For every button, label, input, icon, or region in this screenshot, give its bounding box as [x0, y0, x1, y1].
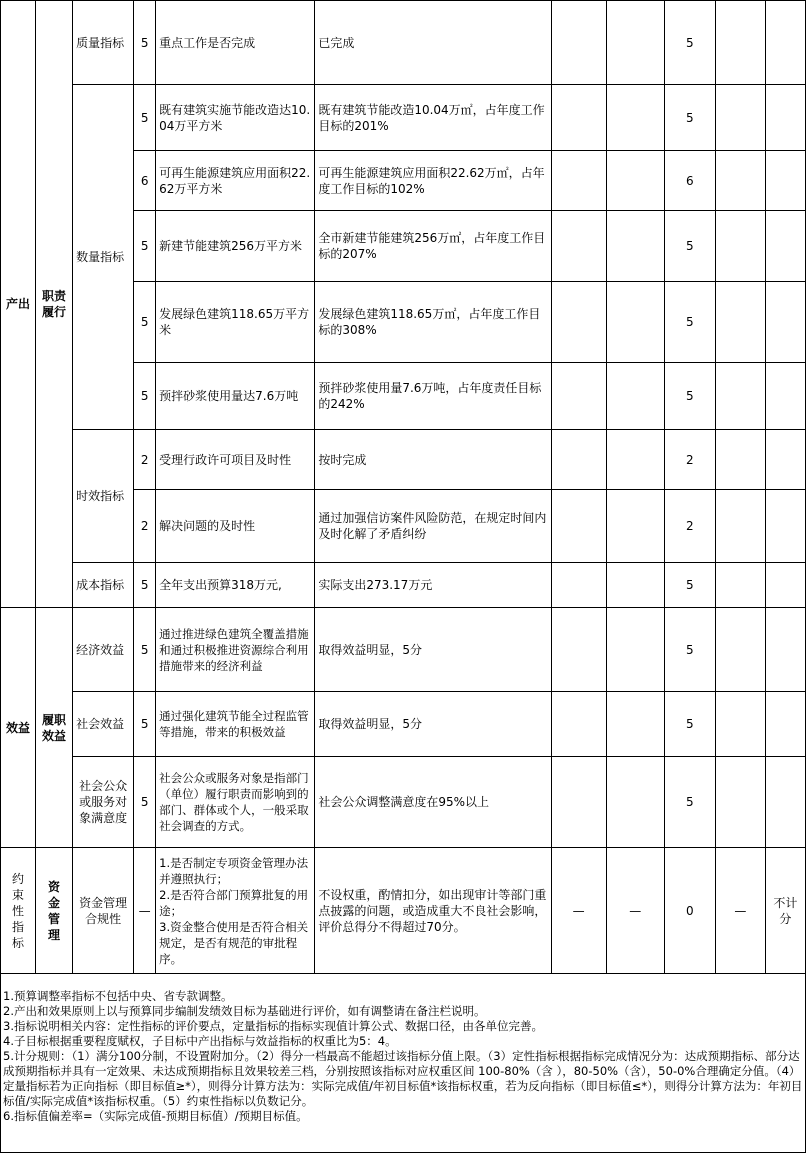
group-quantity: 数量指标: [73, 85, 134, 430]
actual-cell: 实际支出273.17万元: [315, 563, 551, 608]
weight-cell: 5: [134, 1, 156, 85]
weight-cell: 5: [134, 85, 156, 151]
weight-cell: 5: [134, 757, 156, 848]
target-cell: [156, 848, 315, 974]
blank-cell: [551, 1, 606, 85]
blank-cell: [551, 430, 606, 490]
note-item: 1.预算调整率指标不包括中央、省专款调整。: [3, 989, 233, 1003]
actual-cell: 预拌砂浆使用量7.6万吨，占年度责任目标的242%: [315, 363, 551, 430]
target-line: 3.资金整合使用是否符合相关规定，是否有规范的审批程序。: [159, 919, 309, 966]
blank-cell: [606, 563, 664, 608]
actual-cell: 已完成: [315, 1, 551, 85]
blank-cell: [551, 282, 606, 363]
remark-cell: 不计分: [765, 848, 805, 974]
blank-cell: [715, 211, 765, 282]
subcategory-fund: 资金管理: [36, 848, 73, 974]
target-cell: 解决问题的及时性: [156, 490, 315, 563]
note-item: 5.计分规则：（1）满分100分制，不设置附加分。（2）得分一档最高不能超过该指标分值上限。（3）定性指标根据指标完成情况分为：达成预期指标、部分达成预期指标并具有一定效果、未达成预期指标且效果较差三档，分别按照该指标对应权重区间 100-80%（含 ），80-50%（含），50-0%合理确定分值。（4）定量指标若为正向指标（即目标值≥*），则得分计算方法为：实际完成值/年初目标值*该指标权重，若为反向指标（即目标值≤*），则得分计算方法为：年初目标值/实际完成值*该指标权重。（5）约束性指标以负数记分。: [3, 1049, 803, 1108]
blank-cell: [551, 692, 606, 757]
score-cell: 2: [664, 490, 715, 563]
weight-cell: 2: [134, 490, 156, 563]
blank-cell: [765, 757, 805, 848]
table-row: [1, 848, 806, 974]
subcategory-duty: 职责履行: [36, 1, 73, 608]
blank-cell: [606, 85, 664, 151]
weight-cell: —: [134, 848, 156, 974]
blank-cell: [765, 430, 805, 490]
indicator-cell: 经济效益: [73, 608, 134, 692]
category-output: 产出: [1, 1, 36, 608]
blank-cell: [715, 692, 765, 757]
score-cell: 5: [664, 211, 715, 282]
target-cell: 重点工作是否完成: [156, 1, 315, 85]
subcategory-effect: 履职效益: [36, 608, 73, 848]
dash-cell: —: [715, 848, 765, 974]
blank-cell: [715, 282, 765, 363]
blank-cell: [715, 363, 765, 430]
target-cell: 受理行政许可项目及时性: [156, 430, 315, 490]
target-cell: 可再生能源建筑应用面积22.62万平方米: [156, 151, 315, 211]
weight-cell: 5: [134, 282, 156, 363]
score-cell: 5: [664, 692, 715, 757]
weight-cell: 6: [134, 151, 156, 211]
target-cell: 发展绿色建筑118.65万平方米: [156, 282, 315, 363]
indicator-cell: 资金管理合规性: [73, 848, 134, 974]
indicator-cell: 社会公众或服务对象满意度: [73, 757, 134, 848]
note-item: 6.指标值偏差率=（实际完成值-预期目标值）/预期目标值。: [3, 1109, 308, 1123]
score-cell: 5: [664, 85, 715, 151]
blank-cell: [606, 692, 664, 757]
group-timeliness: 时效指标: [73, 430, 134, 563]
target-cell: 通过推进绿色建筑全覆盖措施和通过积极推进资源综合利用措施带来的经济利益: [156, 608, 315, 692]
actual-cell: 社会公众调整满意度在95%以上: [315, 757, 551, 848]
blank-cell: [551, 757, 606, 848]
group-cost: 成本指标: [73, 563, 134, 608]
blank-cell: [765, 563, 805, 608]
target-cell: 预拌砂浆使用量达7.6万吨: [156, 363, 315, 430]
score-cell: 6: [664, 151, 715, 211]
notes-section: [0, 971, 806, 1153]
blank-cell: [551, 211, 606, 282]
score-cell: 5: [664, 563, 715, 608]
blank-cell: [551, 363, 606, 430]
target-cell: 既有建筑实施节能改造达10.04万平方米: [156, 85, 315, 151]
score-cell: 5: [664, 608, 715, 692]
actual-cell: 既有建筑节能改造10.04万㎡，占年度工作目标的201%: [315, 85, 551, 151]
blank-cell: [606, 757, 664, 848]
table-row: [1, 692, 806, 757]
score-cell: 2: [664, 430, 715, 490]
blank-cell: [765, 363, 805, 430]
note-item: 2.产出和效果原则上以与预算同步编制发绩效目标为基础进行评价，如有调整请在备注栏说明。: [3, 1004, 486, 1018]
table-row: [1, 563, 806, 608]
actual-cell: 不设权重，酌情扣分，如出现审计等部门重点披露的问题，或造成重大不良社会影响，评价总得分不得超过70分。: [315, 848, 551, 974]
target-cell: 全年支出预算318万元,: [156, 563, 315, 608]
blank-cell: [606, 211, 664, 282]
score-cell: 5: [664, 282, 715, 363]
note-item: 3.指标说明相关内容：定性指标的评价要点，定量指标的指标实现值计算公式、数据口径，由各单位完善。: [3, 1019, 543, 1033]
blank-cell: [606, 363, 664, 430]
table-row: [1, 757, 806, 848]
blank-cell: [551, 490, 606, 563]
weight-cell: 5: [134, 692, 156, 757]
actual-cell: 通过加强信访案件风险防范，在规定时间内及时化解了矛盾纠纷: [315, 490, 551, 563]
weight-cell: 5: [134, 563, 156, 608]
target-cell: 新建节能建筑256万平方米: [156, 211, 315, 282]
target-cell: 通过强化建筑节能全过程监管等措施，带来的积极效益: [156, 692, 315, 757]
blank-cell: [551, 608, 606, 692]
target-line: 1.是否制定专项资金管理办法并遵照执行；: [159, 855, 309, 886]
category-effect: 效益: [1, 608, 36, 848]
blank-cell: [765, 282, 805, 363]
table-row: [1, 608, 806, 692]
blank-cell: [765, 608, 805, 692]
actual-cell: 取得效益明显，5分: [315, 692, 551, 757]
blank-cell: [715, 757, 765, 848]
dash-cell: —: [606, 848, 664, 974]
blank-cell: [715, 608, 765, 692]
blank-cell: [715, 490, 765, 563]
blank-cell: [606, 1, 664, 85]
dash-cell: —: [551, 848, 606, 974]
actual-cell: 按时完成: [315, 430, 551, 490]
blank-cell: [606, 430, 664, 490]
blank-cell: [606, 282, 664, 363]
actual-cell: 可再生能源建筑应用面积22.62万㎡，占年度工作目标的102%: [315, 151, 551, 211]
blank-cell: [765, 692, 805, 757]
blank-cell: [765, 151, 805, 211]
blank-cell: [715, 563, 765, 608]
table-row: [1, 85, 806, 151]
blank-cell: [765, 1, 805, 85]
blank-cell: [715, 151, 765, 211]
blank-cell: [765, 85, 805, 151]
weight-cell: 5: [134, 211, 156, 282]
blank-cell: [715, 430, 765, 490]
group-quality: 质量指标: [73, 1, 134, 85]
actual-cell: 发展绿色建筑118.65万㎡，占年度工作目标的308%: [315, 282, 551, 363]
weight-cell: 5: [134, 608, 156, 692]
blank-cell: [606, 490, 664, 563]
blank-cell: [715, 85, 765, 151]
score-cell: 5: [664, 1, 715, 85]
table-row: [1, 1, 806, 85]
score-cell: 5: [664, 363, 715, 430]
blank-cell: [715, 1, 765, 85]
blank-cell: [765, 211, 805, 282]
indicator-cell: 社会效益: [73, 692, 134, 757]
score-cell: 5: [664, 757, 715, 848]
blank-cell: [551, 151, 606, 211]
blank-cell: [606, 151, 664, 211]
weight-cell: 2: [134, 430, 156, 490]
blank-cell: [765, 490, 805, 563]
note-item: 4.子目标根据重要程度赋权，子目标中产出指标与效益指标的权重比为5：4。: [3, 1034, 397, 1048]
category-constraint: 约束性指标: [1, 848, 36, 974]
blank-cell: [606, 608, 664, 692]
actual-cell: 取得效益明显，5分: [315, 608, 551, 692]
table-row: [1, 430, 806, 490]
blank-cell: [551, 85, 606, 151]
actual-cell: 全市新建节能建筑256万㎡，占年度工作目标的207%: [315, 211, 551, 282]
target-cell: 社会公众或服务对象是指部门（单位）履行职责而影响到的部门、群体或个人，一般采取社会调查的方式。: [156, 757, 315, 848]
blank-cell: [551, 563, 606, 608]
weight-cell: 5: [134, 363, 156, 430]
score-cell: 0: [664, 848, 715, 974]
target-line: 2.是否符合部门预算批复的用途；: [159, 887, 309, 918]
